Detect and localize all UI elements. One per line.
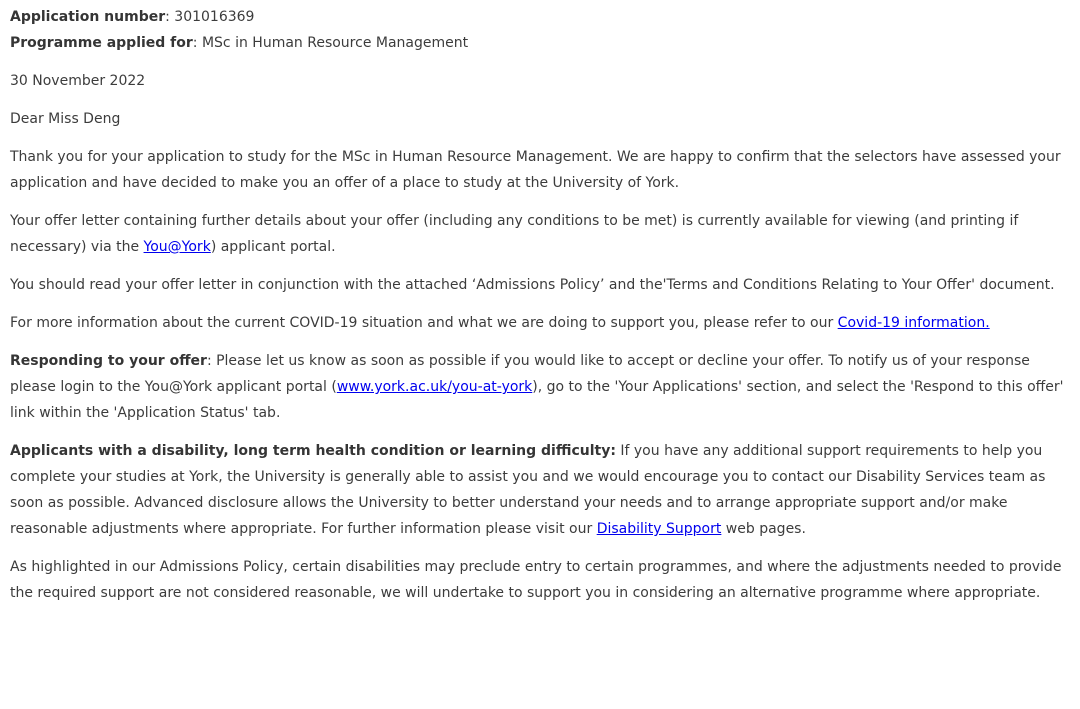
text: For more information about the current COVID-19 situation and what we are doing to support you, please refer to our [10,315,838,331]
application-header [10,4,1066,56]
disability-support-link[interactable]: Disability Support [596,521,722,537]
text: : 301016369 [165,9,255,25]
text: Dear Miss Deng [10,111,121,127]
bold-text: Responding to your offer [10,353,207,369]
text: : MSc in Human Resource Management [192,35,469,51]
text: Your offer letter containing further details about your offer (including any conditions to be met) is currently available for viewing (and printing if necessary) via the [10,213,1019,255]
bold-text: Applicants with a disability, long term health condition or learning difficulty: [10,443,616,459]
you-at-york-url-link[interactable]: www.york.ac.uk/you-at-york [336,379,533,395]
covid-19-information-link[interactable]: Covid-19 information. [837,315,990,331]
text: As highlighted in our Admissions Policy, certain disabilities may preclude entry to certain programmes, and where the adjustments needed to provide the required support are not considered reasonable, we will undertake to support you in considering an alternative programme where appropriate. [10,559,1062,601]
text: If you have any additional support requirements to help you complete your studies at York, the University is generally able to assist you and we would encourage you to contact our Disability Services team as soon as possible. Advanced disclosure allows the University to better understand your needs and to arrange appropriate support and/or make reasonable adjustments where appropriate. For further information please visit our [10,443,1046,537]
text: : Please let us know as soon as possible if you would like to accept or decline your offer. To notify us of your response please login to the You@York applicant portal ( [10,353,1030,395]
disability-support-paragraph [10,438,1066,542]
bold-text: Programme applied for [10,35,193,51]
date-line [10,68,1066,94]
letter-body [10,4,1066,606]
you-at-york-portal-link[interactable]: You@York [143,239,211,255]
offer-letter-access-paragraph [10,208,1066,260]
read-offer-letter-paragraph [10,272,1066,298]
text: 30 November 2022 [10,73,146,89]
admissions-policy-paragraph [10,554,1066,606]
text: ) applicant portal. [210,239,336,255]
salutation [10,106,1066,132]
offer-confirmation-paragraph [10,144,1066,196]
responding-to-offer-paragraph [10,348,1066,426]
text: ), go to the 'Your Applications' section, and select the 'Respond to this offer' link within the 'Application Status' tab. [10,379,1064,421]
text: Thank you for your application to study for the MSc in Human Resource Management. We are happy to confirm that the selectors have assessed your application and have decided to make you an offer of a place to study at the University of York. [10,149,1061,191]
text: You should read your offer letter in conjunction with the attached ‘Admissions Policy’ and the'Terms and Conditions Relating to Your Offer' document. [10,277,1055,293]
bold-text: Application number [10,9,166,25]
covid-information-paragraph [10,310,1066,336]
text: web pages. [721,521,806,537]
